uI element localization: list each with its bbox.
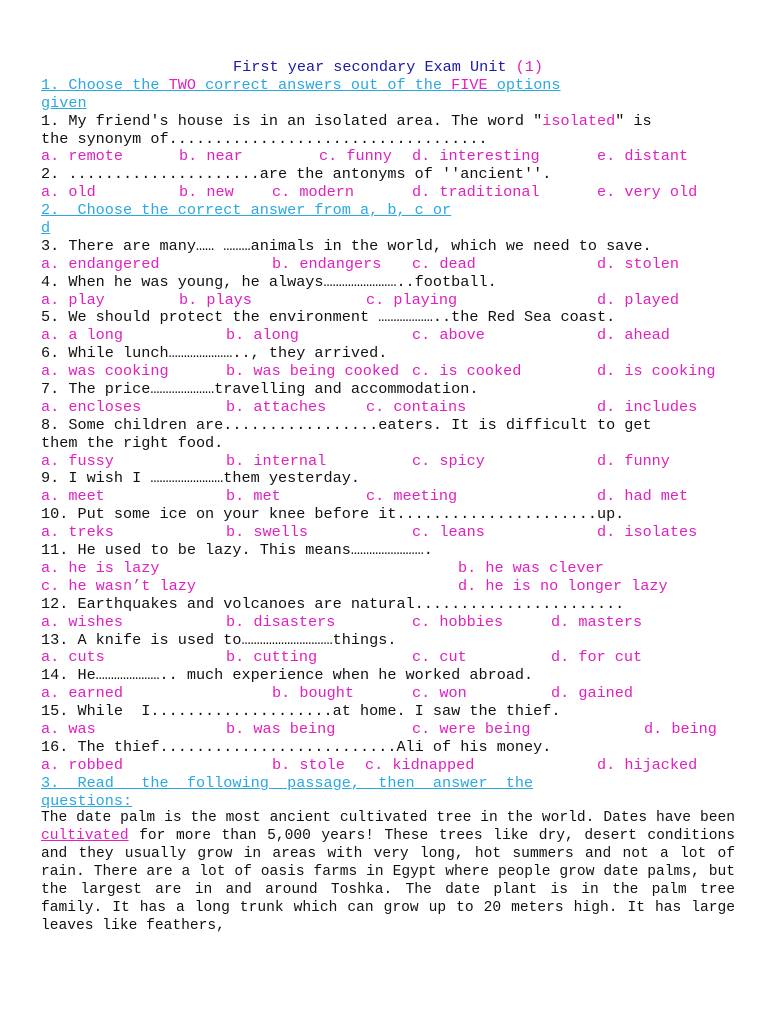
- option[interactable]: d. isolates: [597, 523, 698, 542]
- question-12: 12. Earthquakes and volcanoes are natural.......................: [41, 594, 625, 613]
- question-11: 11. He used to be lazy. This means…………………….: [41, 541, 433, 560]
- underlined-word: cultivated: [41, 828, 129, 845]
- question-15: 15. While I....................at home. I saw the thief.: [41, 702, 561, 721]
- question-8: 8. Some children are.................eaters. It is difficult to get: [41, 415, 652, 434]
- section-1-heading: 1. Choose the TWO correct answers out of the FIVE options: [41, 75, 561, 94]
- option[interactable]: d. ahead: [597, 326, 670, 345]
- option[interactable]: c. playing: [366, 290, 458, 309]
- option[interactable]: e. distant: [597, 147, 689, 166]
- option[interactable]: c. were being: [412, 719, 531, 738]
- option[interactable]: e. very old: [597, 183, 698, 202]
- option[interactable]: d. hijacked: [597, 755, 698, 774]
- option[interactable]: c. leans: [412, 523, 485, 542]
- options-2: [41, 184, 735, 202]
- option[interactable]: d. for cut: [551, 648, 643, 667]
- option[interactable]: b. along: [226, 326, 299, 345]
- option[interactable]: b. was being: [226, 719, 336, 738]
- option[interactable]: c. contains: [366, 397, 467, 416]
- option[interactable]: b. new: [179, 183, 234, 202]
- option[interactable]: a. endangered: [41, 254, 160, 273]
- section-2-heading: 2. Choose the correct answer from a, b, c or: [41, 201, 452, 220]
- option[interactable]: a. a long: [41, 326, 124, 345]
- option[interactable]: a. meet: [41, 487, 105, 506]
- unit-number: (1): [515, 58, 543, 76]
- question-8-cont: them the right food.: [41, 433, 224, 452]
- question-9: 9. I wish I ……………………them yesterday.: [41, 469, 360, 488]
- option[interactable]: b. attaches: [226, 397, 327, 416]
- option[interactable]: b. he was clever: [458, 558, 604, 577]
- question-3: 3. There are many…… ………animals in the world, which we need to save.: [41, 236, 652, 255]
- option[interactable]: c. modern: [272, 183, 355, 202]
- option[interactable]: a. was cooking: [41, 362, 169, 381]
- question-1: 1. My friend's house is in an isolated area. The word "isolated" is: [41, 111, 652, 130]
- option[interactable]: c. above: [412, 326, 485, 345]
- options-8: [41, 453, 735, 471]
- question-2: 2. .....................are the antonyms of ''ancient''.: [41, 165, 552, 184]
- options-1: [41, 148, 735, 166]
- option[interactable]: c. dead: [412, 254, 476, 273]
- option[interactable]: d. masters: [551, 612, 643, 631]
- option[interactable]: b. bought: [272, 684, 355, 703]
- question-1-cont: the synonym of...................................: [41, 129, 488, 148]
- option[interactable]: d. interesting: [412, 147, 540, 166]
- option[interactable]: d. is cooking: [597, 362, 716, 381]
- options-15: [41, 721, 735, 739]
- options-11a: [41, 560, 735, 578]
- question-13: 13. A knife is used to…………………………things.: [41, 630, 397, 649]
- option[interactable]: d. played: [597, 290, 680, 309]
- option[interactable]: c. is cooked: [412, 362, 522, 381]
- question-4: 4. When he was young, he always……………………..football.: [41, 272, 497, 291]
- option[interactable]: d. includes: [597, 397, 698, 416]
- section-1-heading-cont: given: [41, 93, 87, 112]
- option[interactable]: a. cuts: [41, 648, 105, 667]
- option[interactable]: c. spicy: [412, 451, 485, 470]
- options-4: [41, 292, 735, 310]
- option[interactable]: b. internal: [226, 451, 327, 470]
- option[interactable]: a. old: [41, 183, 96, 202]
- section-3-heading: 3. Read the following passage, then answer the: [41, 773, 534, 792]
- options-14: [41, 685, 735, 703]
- exam-page: [41, 59, 735, 936]
- option[interactable]: a. remote: [41, 147, 124, 166]
- section-2-heading-cont: d: [41, 219, 51, 238]
- option[interactable]: c. won: [412, 684, 467, 703]
- options-11b: [41, 578, 735, 596]
- question-16: 16. The thief..........................Ali of his money.: [41, 737, 552, 756]
- options-6: [41, 363, 735, 381]
- option[interactable]: d. gained: [551, 684, 634, 703]
- option[interactable]: b. was being cooked: [226, 362, 400, 381]
- option[interactable]: d. stolen: [597, 254, 680, 273]
- option[interactable]: b. near: [179, 147, 243, 166]
- option[interactable]: b. stole: [272, 755, 345, 774]
- option[interactable]: a. was: [41, 719, 96, 738]
- option[interactable]: d. had met: [597, 487, 689, 506]
- option[interactable]: c. kidnapped: [365, 755, 475, 774]
- question-14: 14. He………………….. much experience when he worked abroad.: [41, 666, 534, 685]
- option[interactable]: b. endangers: [272, 254, 382, 273]
- option[interactable]: c. he wasn’t lazy: [41, 576, 196, 595]
- question-5: 5. We should protect the environment ………………..the Red Sea coast.: [41, 308, 616, 327]
- option[interactable]: a. he is lazy: [41, 558, 160, 577]
- options-16: [41, 757, 735, 775]
- option[interactable]: b. swells: [226, 523, 309, 542]
- option[interactable]: a. robbed: [41, 755, 124, 774]
- question-6: 6. While lunch………………….., they arrived.: [41, 344, 388, 363]
- option[interactable]: a. fussy: [41, 451, 114, 470]
- option[interactable]: d. being: [644, 719, 717, 738]
- question-10: 10. Put some ice on your knee before it......................up.: [41, 505, 625, 524]
- option[interactable]: b. cutting: [226, 648, 318, 667]
- options-9: [41, 488, 735, 506]
- option[interactable]: b. plays: [179, 290, 252, 309]
- option[interactable]: c. cut: [412, 648, 467, 667]
- options-13: [41, 649, 735, 667]
- option[interactable]: c. hobbies: [412, 612, 504, 631]
- option[interactable]: a. treks: [41, 523, 114, 542]
- option[interactable]: a. wishes: [41, 612, 124, 631]
- option[interactable]: d. he is no longer lazy: [458, 576, 668, 595]
- option[interactable]: b. met: [226, 487, 281, 506]
- option[interactable]: d. funny: [597, 451, 670, 470]
- page-title: First year secondary Exam Unit (1): [233, 58, 543, 76]
- question-7: 7. The price…………………travelling and accommodation.: [41, 380, 479, 399]
- option[interactable]: d. traditional: [412, 183, 540, 202]
- reading-passage: The date palm is the most ancient cultivated tree in the world. Dates have been cultivated for more than 5,000 years! These trees like dry, desert conditions and they usually grow in areas with very long, hot summers and not a lot of rain. There are a lot of oasis farms in Egypt where people grow date palms, but the largest are in and around Toshka. The date plant is in the palm tree family. It has a long trunk which can grow up to 20 meters high. It has large leaves like feathers,: [41, 810, 735, 934]
- option[interactable]: a. play: [41, 290, 105, 309]
- section-3-heading-cont: questions:: [41, 791, 133, 810]
- options-7: [41, 399, 735, 417]
- option[interactable]: b. disasters: [226, 612, 336, 631]
- options-12: [41, 614, 735, 632]
- options-10: [41, 524, 735, 542]
- option[interactable]: a. encloses: [41, 397, 142, 416]
- option[interactable]: c. meeting: [366, 487, 458, 506]
- option[interactable]: a. earned: [41, 684, 124, 703]
- options-3: [41, 256, 735, 274]
- option[interactable]: c. funny: [319, 147, 392, 166]
- options-5: [41, 327, 735, 345]
